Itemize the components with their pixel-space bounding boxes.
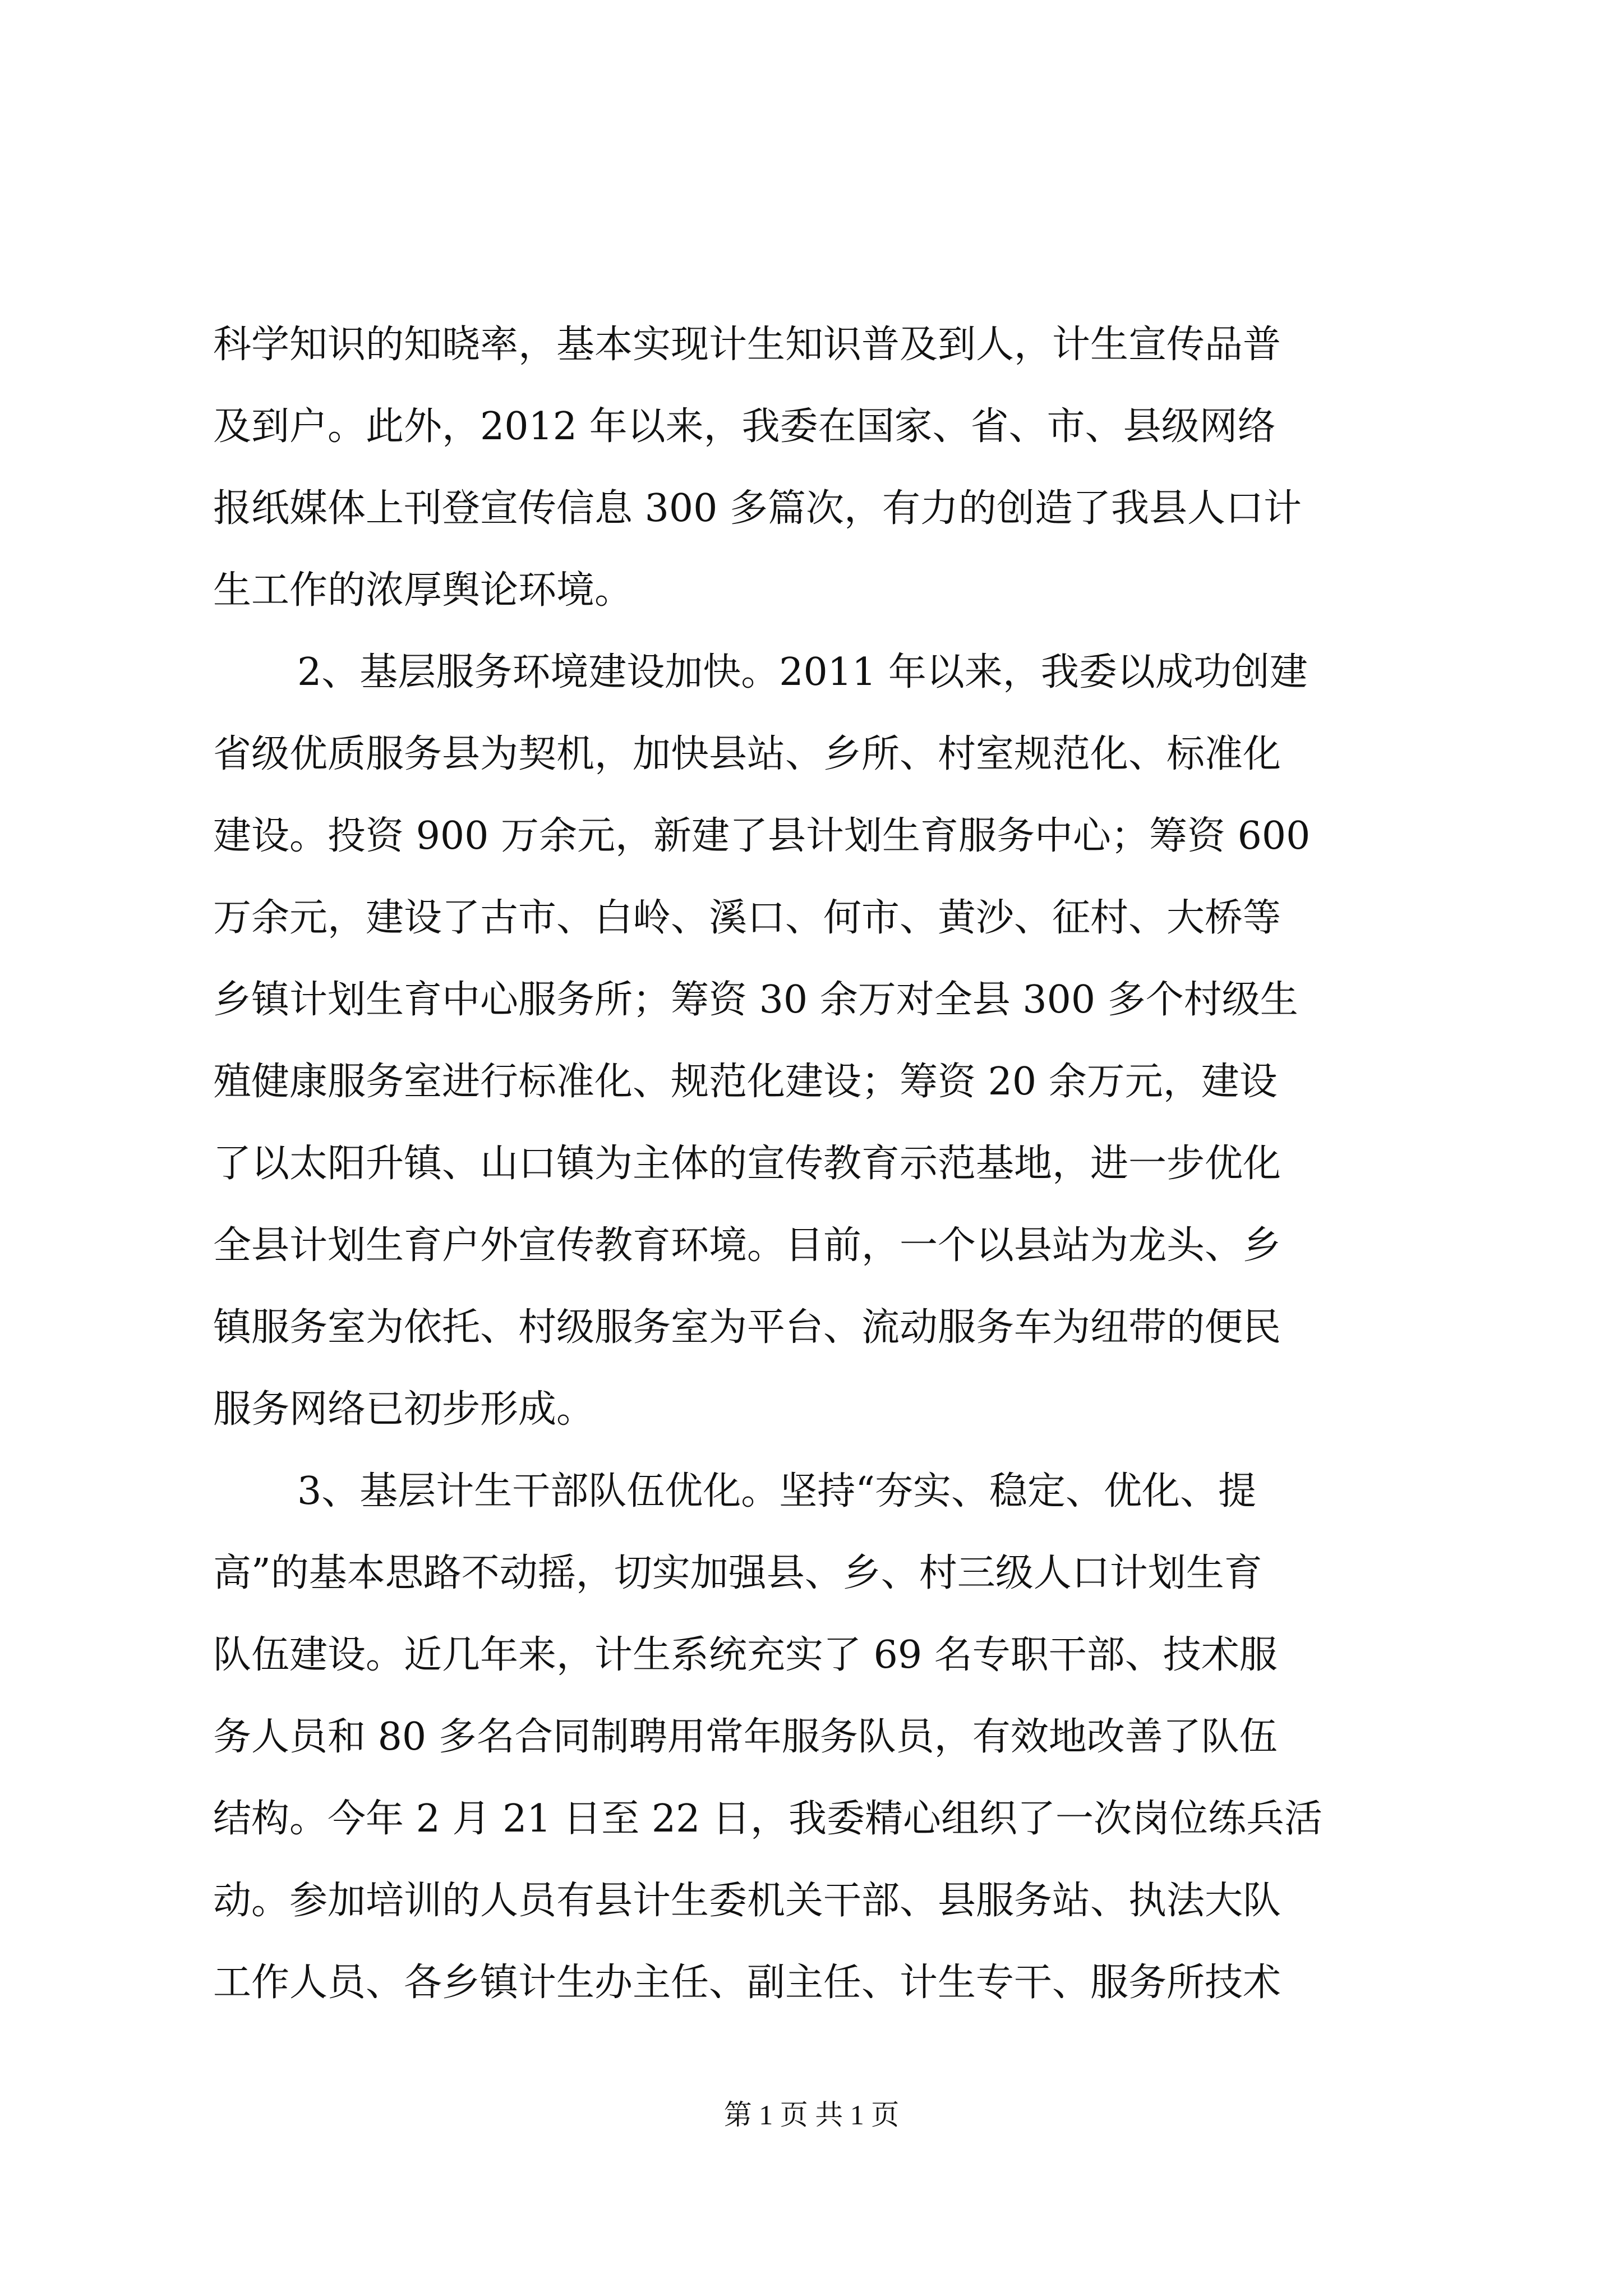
- text-line: 工作人员、各乡镇计生办主任、副主任、计生专干、服务所技术: [213, 1961, 1281, 2005]
- text-line: 乡镇计划生育中心服务所；筹资 30 余万对全县 300 多个村级生: [213, 978, 1298, 1022]
- text-line: 务人员和 80 多名合同制聘用常年服务队员，有效地改善了队伍: [213, 1715, 1278, 1759]
- text-line: 高”的基本思路不动摇，切实加强县、乡、村三级人口计划生育: [213, 1551, 1262, 1595]
- text-line: 了以太阳升镇、山口镇为主体的宣传教育示范基地，进一步优化: [213, 1142, 1281, 1186]
- text-line: 省级优质服务县为契机，加快县站、乡所、村室规范化、标准化: [213, 732, 1281, 776]
- text-line: 结构。今年 2 月 21 日至 22 日，我委精心组织了一次岗位练兵活: [213, 1797, 1323, 1841]
- text-line: 动。参加培训的人员有县计生委机关干部、县服务站、执法大队: [213, 1879, 1281, 1923]
- text-line: 殖健康服务室进行标准化、规范化建设；筹资 20 余万元，建设: [213, 1060, 1278, 1104]
- paragraph-first-line: 3、基层计生干部队伍优化。坚持“夯实、稳定、优化、提: [297, 1469, 1257, 1513]
- text-line: 服务网络已初步形成。: [213, 1387, 595, 1432]
- text-line: 及到户。此外，2012 年以来，我委在国家、省、市、县级网络: [213, 404, 1276, 449]
- text-line: 生工作的浓厚舆论环境。: [213, 568, 633, 613]
- text-line: 报纸媒体上刊登宣传信息 300 多篇次，有力的创造了我县人口计: [213, 486, 1302, 531]
- text-line: 镇服务室为依托、村级服务室为平台、流动服务车为纽带的便民: [213, 1305, 1281, 1350]
- paragraph-first-line: 2、基层服务环境建设加快。2011 年以来，我委以成功创建: [297, 650, 1308, 694]
- text-line: 建设。投资 900 万余元，新建了县计划生育服务中心；筹资 600: [213, 814, 1311, 858]
- text-line: 队伍建设。近几年来，计生系统充实了 69 名专职干部、技术服: [213, 1633, 1278, 1677]
- text-line: 全县计划生育户外宣传教育环境。目前，一个以县站为龙头、乡: [213, 1223, 1281, 1268]
- page-number-footer: 第 1 页 共 1 页: [723, 2099, 900, 2131]
- text-line: 万余元，建设了古市、白岭、溪口、何市、黄沙、征村、大桥等: [213, 896, 1281, 940]
- text-line: 科学知识的知晓率，基本实现计生知识普及到人，计生宣传品普: [213, 323, 1281, 367]
